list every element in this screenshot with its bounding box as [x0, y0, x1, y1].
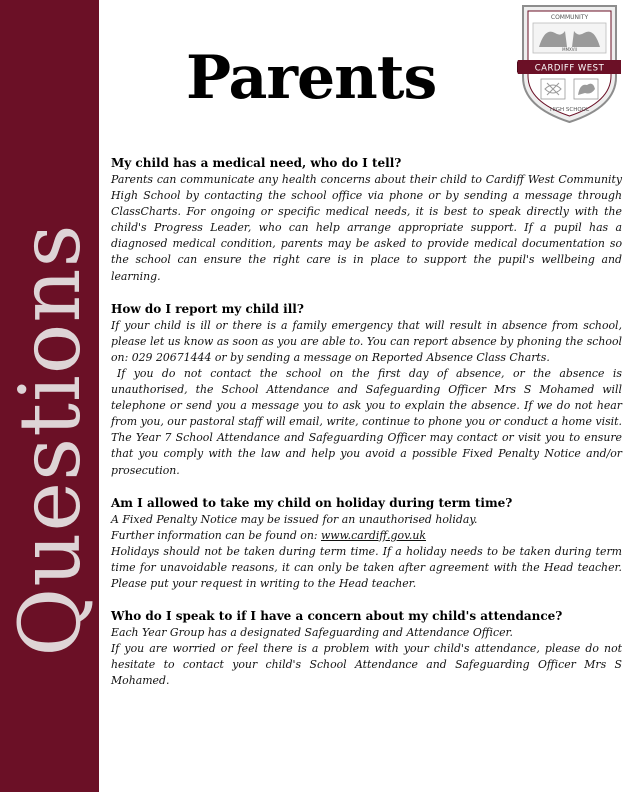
school-crest-logo: [517, 3, 622, 125]
faq-question: My child has a medical need, who do I tell?: [111, 156, 402, 170]
crest-banner-text: CARDIFF WEST: [534, 63, 605, 74]
faq-answer: A Fixed Penalty Notice may be issued for an unauthorised holiday.: [111, 512, 478, 526]
faq-answer: If you do not contact the school on the first day of absence, or the absence is unauthorised, the School Attendance and Safeguarding Officer Mrs S Mohamed will telephone or send you a message you to ask you to explain the absence. If we do not hear from you, our pastoral staff will email, write, continue to phone you or conduct a home visit. The Year 7 School Attendance and Safeguarding Officer may contact or visit you to ensure that you comply with the law and help you avoid a possible Fixed Penalty Notice and/or prosecution.: [111, 366, 622, 477]
faq-question: How do I report my child ill?: [111, 301, 304, 316]
faq-answer: Each Year Group has a designated Safeguarding and Attendance Officer.: [111, 626, 513, 640]
faq-info-line: [111, 528, 622, 544]
crest-year: MMXVII: [562, 47, 577, 52]
faq-answer: Holidays should not be taken during term time. If a holiday needs to be taken during term time for unavoidable reasons, it can only be taken after agreement with the Head teacher. Please put your request in writing to the Head teacher.: [111, 544, 622, 590]
faq-answer: If your child is ill or there is a family emergency that will result in absence from school, please let us know as soon as you are able to. You can report absence by phoning the school on: 029 20671444 or by sending a message on Reported Absence Class Charts.: [111, 318, 622, 364]
faq-content: [111, 155, 622, 705]
faq-section-illness: [111, 301, 622, 479]
page-title: Parents: [186, 43, 437, 113]
sidebar: [0, 0, 99, 792]
faq-question: Who do I speak to if I have a concern about my child's attendance?: [111, 609, 563, 624]
faq-section-attendance: [111, 608, 622, 689]
faq-section-holiday: [111, 495, 622, 592]
info-prefix: Further information can be found on:: [111, 528, 321, 542]
cardiff-gov-link[interactable]: www.cardiff.gov.uk: [320, 528, 427, 542]
sidebar-title: Questions: [1, 223, 99, 657]
faq-section-medical: [111, 155, 622, 285]
faq-question: Am I allowed to take my child on holiday during term time?: [111, 495, 513, 510]
crest-top-text: COMMUNITY: [550, 14, 589, 21]
faq-answer: If you are worried or feel there is a problem with your child's attendance, please do not hesitate to contact your child's School Attendance and Safeguarding Officer Mrs S Mohamed.: [111, 642, 622, 688]
crest-bottom-text: HIGH SCHOOL: [549, 107, 590, 113]
faq-answer: Parents can communicate any health concerns about their child to Cardiff West Community High School by contacting the school office via phone or by sending a message through ClassCharts. For ongoing or specific medical needs, it is best to speak directly with the child's Progress Leader, who can help arrange appropriate support. If a pupil has a diagnosed medical condition, parents may be asked to provide medical documentation so the school can ensure the right care is in place to support the pupil's wellbeing and learning.: [111, 173, 622, 283]
